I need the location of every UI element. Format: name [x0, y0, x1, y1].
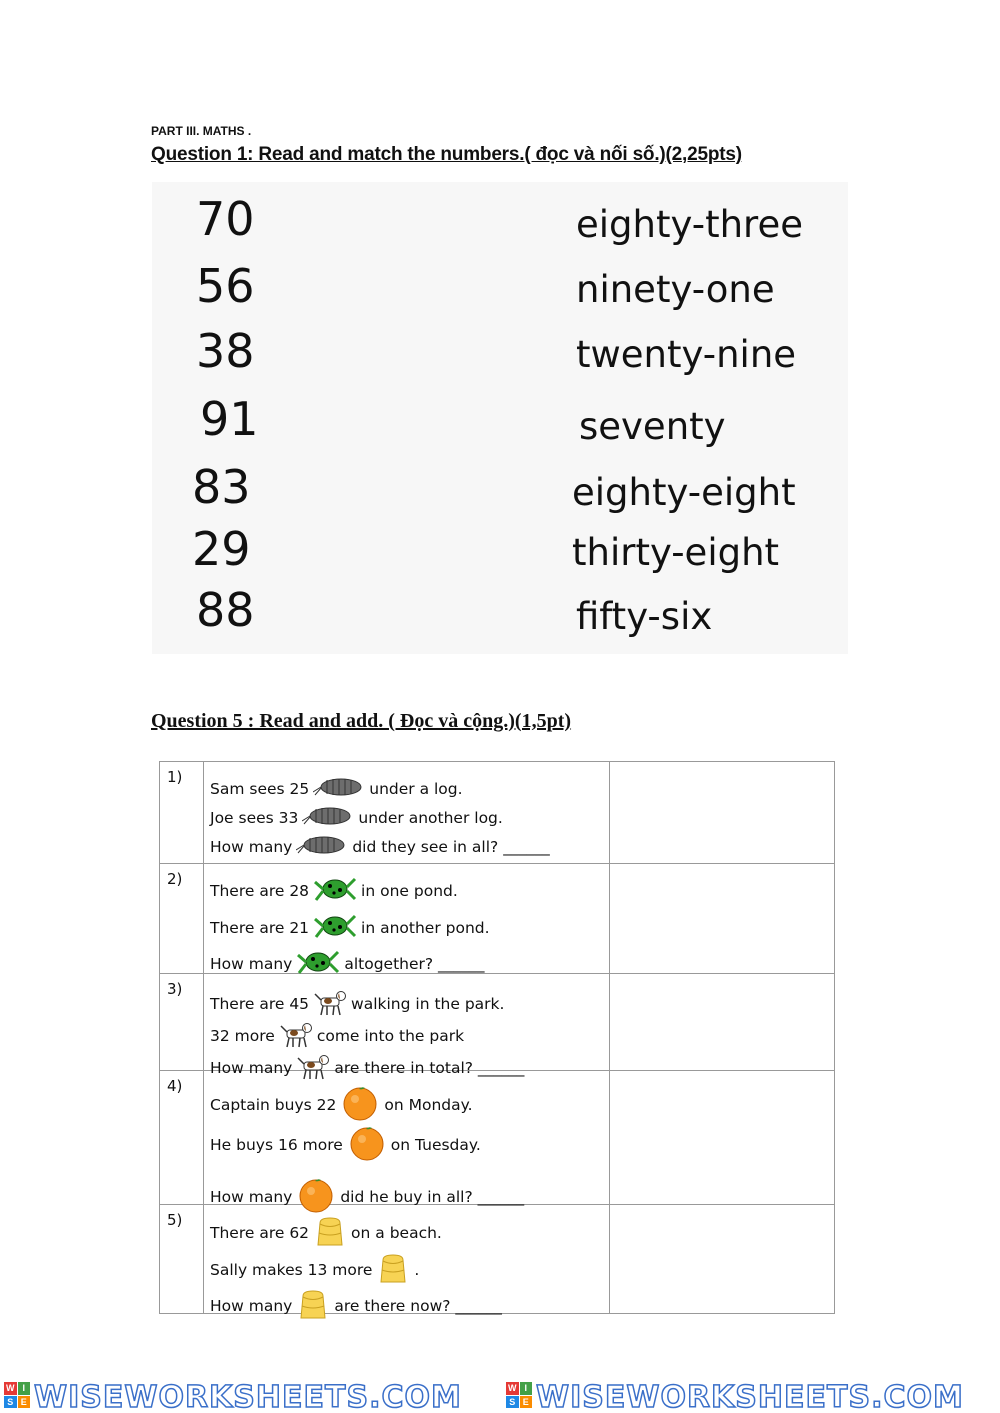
answer-cell[interactable]: [611, 1205, 834, 1313]
word-item[interactable]: twenty-nine: [576, 333, 797, 376]
row-number-cell: [160, 974, 204, 1070]
orange-icon: [340, 1085, 380, 1125]
word-item[interactable]: seventy: [579, 405, 726, 448]
problem-line: [210, 1085, 473, 1125]
number-item[interactable]: 83: [192, 460, 251, 514]
problem-text: There are 45: [210, 995, 310, 1013]
answer-cell-divider: [609, 1205, 610, 1313]
problem-text: walking in the park.: [351, 995, 505, 1013]
problem-text: on Tuesday.: [390, 1136, 481, 1154]
orange-icon: [347, 1125, 387, 1165]
problem-text: under another log.: [358, 809, 503, 827]
problem-line: [210, 1252, 419, 1288]
problem-text: under a log.: [369, 780, 463, 798]
question-row: [160, 1205, 834, 1313]
problem-text: on a beach.: [351, 1224, 442, 1242]
answer-cell[interactable]: [611, 974, 834, 1070]
word-item[interactable]: eighty-three: [576, 203, 803, 246]
woodlouse-icon: [313, 776, 365, 802]
row-number-cell: [160, 1205, 204, 1313]
dog-icon: [279, 1020, 313, 1052]
problem-text: How many: [210, 1188, 293, 1206]
problem-text: come into the park: [316, 1027, 465, 1045]
number-item[interactable]: 88: [196, 583, 255, 637]
number-item[interactable]: 38: [196, 324, 255, 378]
row-number-cell: [160, 762, 204, 863]
row-number-cell: [160, 1071, 204, 1204]
problem-line: [210, 834, 550, 860]
question-row: [160, 864, 834, 974]
problem-line: [210, 1215, 442, 1251]
problem-line: [210, 911, 490, 945]
word-item[interactable]: ninety-one: [576, 268, 775, 311]
match-area: [152, 182, 848, 654]
logo-icon: W I S E: [4, 1382, 30, 1408]
problem-line: [210, 1020, 464, 1052]
problem-text: altogether? ______: [344, 955, 485, 973]
number-item[interactable]: 70: [196, 192, 255, 246]
answer-cell[interactable]: [611, 762, 834, 863]
question-row: [160, 974, 834, 1077]
problem-line: [210, 776, 463, 802]
question5-title: Question 5 : Read and add. ( Đọc và cộng.)(1,5pt): [151, 710, 572, 732]
problem-text: There are 28: [210, 882, 310, 900]
row-number: 2): [167, 870, 183, 888]
part-label: PART III. MATHS .: [151, 124, 252, 138]
answer-cell[interactable]: [611, 1071, 834, 1204]
logo-icon: W I S E: [506, 1382, 532, 1408]
problem-line: [210, 805, 503, 831]
answer-cell-divider: [609, 1071, 610, 1204]
woodlouse-icon: [302, 805, 354, 831]
problem-line: [210, 1288, 502, 1324]
answer-cell-divider: [609, 974, 610, 1070]
problem-text: Sam sees 25: [210, 780, 310, 798]
watermark-text: WISEWORKSHEETS.COM: [34, 1380, 462, 1413]
problem-text: There are 62: [210, 1224, 310, 1242]
problem-text: How many: [210, 838, 293, 856]
problem-text: in another pond.: [361, 919, 490, 937]
problem-text: in one pond.: [361, 882, 458, 900]
answer-cell-divider: [609, 864, 610, 973]
row-number-cell: [160, 864, 204, 973]
problem-text: Sally makes 13 more: [210, 1261, 373, 1279]
row-number: 4): [167, 1077, 183, 1095]
row-number: 1): [167, 768, 183, 786]
problem-text: There are 21: [210, 919, 310, 937]
row-number: 3): [167, 980, 183, 998]
problem-text: did he buy in all? ______: [340, 1188, 525, 1206]
word-item[interactable]: thirty-eight: [572, 531, 780, 574]
question1-title: Question 1: Read and match the numbers.( đọc và nối số.)(2,25pts): [151, 144, 742, 165]
answer-cell-divider: [609, 762, 610, 863]
word-item[interactable]: eighty-eight: [572, 471, 796, 514]
problem-text: How many: [210, 1297, 293, 1315]
problem-text: 32 more: [210, 1027, 275, 1045]
problem-text: are there in total? ______: [334, 1059, 525, 1077]
question5-table: [159, 761, 835, 1314]
number-item[interactable]: 29: [192, 522, 251, 576]
number-item[interactable]: 56: [196, 259, 255, 313]
problem-text: .: [414, 1261, 420, 1279]
problem-text: He buys 16 more: [210, 1136, 343, 1154]
problem-line: [210, 1125, 481, 1165]
number-item[interactable]: 91: [200, 392, 259, 446]
problem-line: [210, 874, 458, 908]
word-item[interactable]: fifty-six: [576, 595, 713, 638]
woodlouse-icon: [296, 834, 348, 860]
frog-icon: [313, 911, 357, 945]
row-number: 5): [167, 1211, 183, 1229]
sandcastle-icon: [296, 1288, 330, 1324]
watermark-footer: [0, 1378, 1000, 1413]
problem-text: How many: [210, 955, 293, 973]
dog-icon: [313, 988, 347, 1020]
problem-text: are there now? ______: [334, 1297, 502, 1315]
problem-text: How many: [210, 1059, 293, 1077]
problem-line: [210, 988, 504, 1020]
problem-text: Captain buys 22: [210, 1096, 337, 1114]
problem-text: did they see in all? ______: [352, 838, 550, 856]
answer-cell[interactable]: [611, 864, 834, 973]
problem-text: on Monday.: [384, 1096, 473, 1114]
problem-text: Joe sees 33: [210, 809, 299, 827]
sandcastle-icon: [376, 1252, 410, 1288]
frog-icon: [313, 874, 357, 908]
sandcastle-icon: [313, 1215, 347, 1251]
question-row: [160, 1071, 834, 1205]
question-row: [160, 762, 834, 864]
watermark-text: WISEWORKSHEETS.COM: [536, 1380, 964, 1413]
